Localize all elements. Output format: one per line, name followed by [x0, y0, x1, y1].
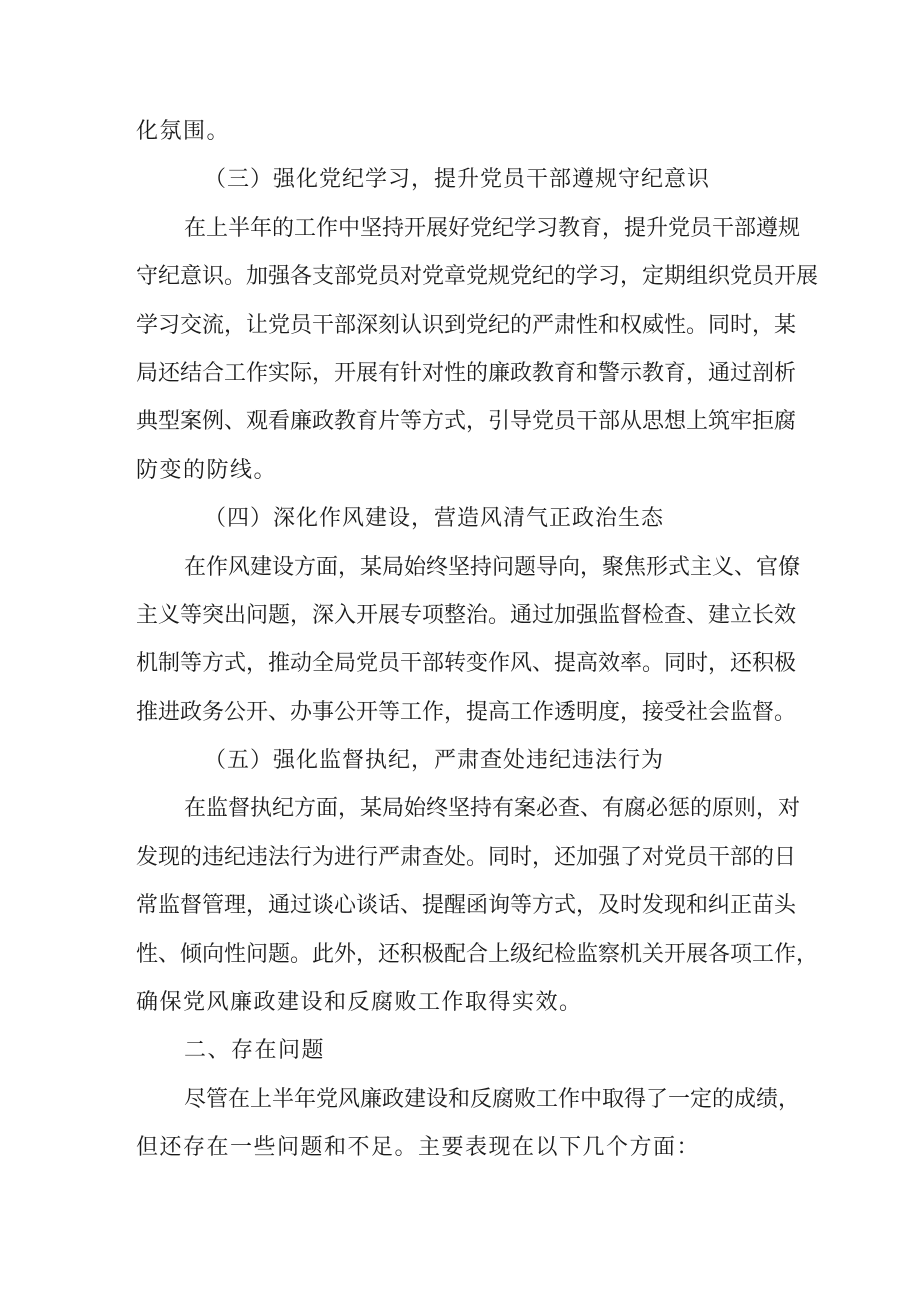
paragraph-line: 主义等突出问题，深入开展专项整治。通过加强监督检查、建立长效	[136, 602, 797, 628]
paragraph-tail-line: 但还存在一些问题和不足。主要表现在以下几个方面：	[136, 1135, 701, 1161]
chapter-heading-problems: 二、存在问题	[184, 1038, 326, 1064]
document-page	[136, 108, 819, 1173]
paragraph-line: 在上半年的工作中坚持开展好党纪学习教育，提升党员干部遵规	[184, 215, 801, 241]
paragraph-line: 性、倾向性问题。此外，还积极配合上级纪检监察机关开展各项工作，	[136, 941, 819, 967]
paragraph-line: 在监督执纪方面，某局始终坚持有案必查、有腐必惩的原则，对	[184, 796, 801, 822]
paragraph-tail-line: 化氛围。	[136, 119, 231, 144]
paragraph-line: 常监督管理，通过谈心谈话、提醒函询等方式，及时发现和纠正苗头	[136, 893, 797, 919]
paragraph-tail-line: 防变的防线。	[136, 457, 278, 483]
section-heading-5: （五）强化监督执纪，严肃查处违纪违法行为	[204, 748, 665, 774]
paragraph-line: 学习交流，让党员干部深刻认识到党纪的严肃性和权威性。同时，某	[136, 312, 797, 338]
paragraph-line: 局还结合工作实际，开展有针对性的廉政教育和警示教育，通过剖析	[136, 360, 797, 386]
paragraph-tail-line: 确保党风廉政建设和反腐败工作取得实效。	[136, 990, 583, 1016]
section-heading-4: （四）深化作风建设，营造风清气正政治生态	[204, 506, 665, 532]
paragraph-line: 尽管在上半年党风廉政建设和反腐败工作中取得了一定的成绩，	[184, 1086, 801, 1112]
paragraph-line: 在作风建设方面，某局始终坚持问题导向，聚焦形式主义、官僚	[184, 554, 801, 580]
paragraph-line: 典型案例、观看廉政教育片等方式，引导党员干部从思想上筑牢拒腐	[136, 409, 797, 435]
paragraph-line: 机制等方式，推动全局党员干部转变作风、提高效率。同时，还积极	[136, 651, 797, 677]
paragraph-line: 推进政务公开、办事公开等工作，提高工作透明度，接受社会监督。	[136, 699, 797, 725]
paragraph-line: 发现的违纪违法行为进行严肃查处。同时，还加强了对党员干部的日	[136, 844, 797, 870]
section-heading-3: （三）强化党纪学习，提升党员干部遵规守纪意识	[204, 167, 711, 193]
paragraph-line: 守纪意识。加强各支部党员对党章党规党纪的学习，定期组织党员开展	[136, 264, 819, 290]
